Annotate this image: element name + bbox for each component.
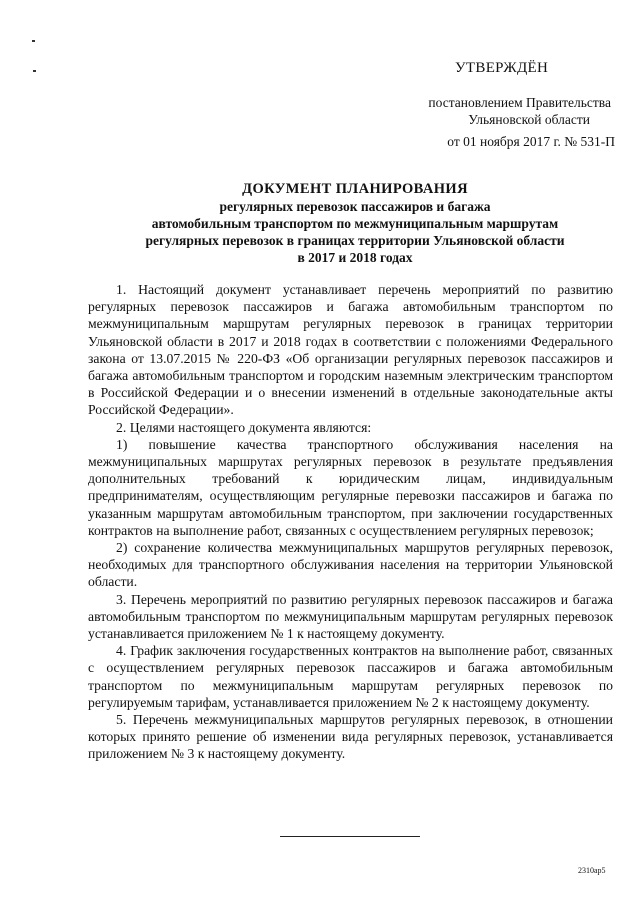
title-line-4: в 2017 и 2018 годах bbox=[297, 250, 413, 265]
approval-line-2: Ульяновской области bbox=[468, 112, 590, 127]
approval-stamp: УТВЕРЖДЁН bbox=[455, 60, 549, 76]
scan-mark-top bbox=[32, 40, 35, 42]
title-line-1: регулярных перевозок пассажиров и багажа bbox=[219, 199, 491, 214]
title-line-2: автомобильным транспортом по межмуниципальным маршрутам bbox=[151, 216, 559, 231]
document-title bbox=[90, 181, 620, 266]
approval-line-3: от 01 ноября 2017 г. № 531-П bbox=[447, 134, 615, 149]
paragraph-5: 5. Перечень межмуниципальных маршрутов регулярных перевозок, в отношении которых принято решение об изменении вида регулярных перевозок, устанавливается приложением № 3 к настоящему документу. bbox=[88, 712, 613, 762]
paragraph-2: 2. Целями настоящего документа являются: bbox=[116, 419, 372, 435]
document-code: 2310ар5 bbox=[578, 866, 606, 875]
paragraph-1: 1. Настоящий документ устанавливает перечень мероприятий по развитию регулярных перевозок пассажиров и багажа автомобильным транспортом по межмуниципальным маршрутам регулярных перевозок в границах территории Ульяновской области в 2017 и 2018 годах в соответствии с положениями Федерального закона от 13.07.2015 № 220-ФЗ «Об организации регулярных перевозок пассажиров и багажа автомобильным транспортом и городским наземным электрическим транспортом в Российской Федерации и о внесении изменений в отдельные законодательные акты Российской Федерации». bbox=[88, 282, 613, 418]
paragraph-4: 4. График заключения государственных контрактов на выполнение работ, связанных с осуществлением регулярных перевозок пассажиров и багажа автомобильным транспортом по межмуниципальным маршрутам регулярных перевозок по регулируемым тарифам, устанавливается приложением № 2 к настоящему документу. bbox=[88, 643, 613, 710]
title-line-3: регулярных перевозок в границах территории Ульяновской области bbox=[145, 233, 565, 248]
closing-rule bbox=[280, 836, 420, 837]
paragraph-3: 3. Перечень мероприятий по развитию регулярных перевозок пассажиров и багажа автомобильным транспортом по межмуниципальным маршрутам регулярных перевозок устанавливается приложением № 1 к настоящему документу. bbox=[88, 591, 613, 642]
approval-line-1: постановлением Правительства bbox=[428, 95, 611, 110]
title-main: ДОКУМЕНТ ПЛАНИРОВАНИЯ bbox=[242, 181, 468, 197]
paragraph-2-item-1: 1) повышение качества транспортного обслуживания населения на межмуниципальных маршрутах регулярных перевозок в результате предъявления дополнительных требований к юридическим лицам, индивидуальным предпринимателям, осуществляющим регулярные перевозки пассажиров и багажа по указанным маршрутам автомобильным транспортом, при заключении государственных контрактов на выполнение работ, связанных с осуществлением регулярных перевозок; bbox=[88, 436, 613, 538]
document-body bbox=[88, 281, 613, 763]
paragraph-2-item-2: 2) сохранение количества межмуниципальных маршрутов регулярных перевозок, необходимых для транспортного обслуживания населения на территории Ульяновской области. bbox=[88, 540, 613, 590]
scan-mark-bottom bbox=[33, 70, 36, 72]
